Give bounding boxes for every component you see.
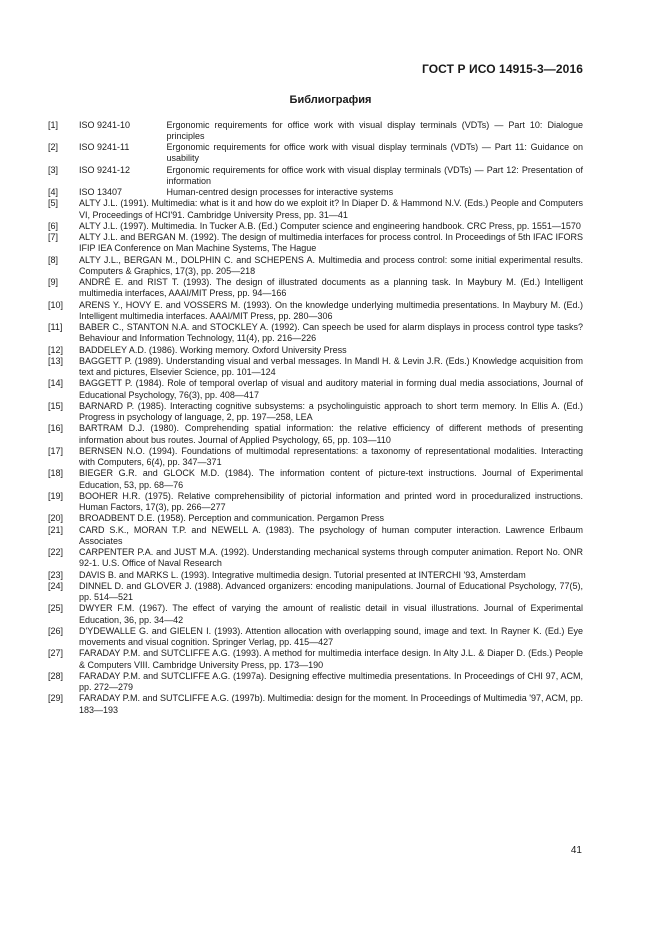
bibliography-entry xyxy=(48,423,583,446)
standard-code: ISO 9241-12 xyxy=(79,164,131,175)
entry-text: D'YDEWALLE G. and GIELEN I. (1993). Attention allocation with overlapping sound, image and text. In Rayner K. (Ed.) Eye movements and visual cognition. Springer Verlag, pp. 415—427 xyxy=(79,625,583,647)
entry-number: [13] xyxy=(48,355,64,366)
entry-text: ANDRÉ E. and RIST T. (1993). The design of illustrated documents as a planning task. In Maybury M. (Ed.) Intelligent multimedia interfaces, AAAI/MIT Press, pp. 94—166 xyxy=(79,277,583,299)
page-number: 41 xyxy=(570,845,582,856)
entry-number: [7] xyxy=(48,232,59,242)
document-code: ГОСТ Р ИСО 14915-3—2016 xyxy=(421,62,583,76)
bibliography-entry xyxy=(48,322,583,345)
bibliography-entry xyxy=(48,693,583,716)
entry-text: ARENS Y., HOVY E. and VOSSERS M. (1993). On the knowledge underlying multimedia presentations. In Maybury M. (Ed.) Intelligent multimedia interfaces. AAAI/MIT Press, pp. 280—306 xyxy=(79,299,583,321)
bibliography-entry xyxy=(48,120,583,143)
entry-number: [11] xyxy=(48,322,63,332)
entry-text: FARADAY P.M. and SUTCLIFFE A.G. (1997a). Designing effective multimedia presentations. In Proceedings of CHI 97, ACM, pp. 272—279 xyxy=(79,670,583,692)
entry-number: [28] xyxy=(48,670,64,681)
bibliography-entry xyxy=(48,401,583,424)
entry-number: [1] xyxy=(48,119,59,130)
entry-number: [19] xyxy=(48,490,64,501)
bibliography-entry xyxy=(48,198,583,221)
entry-text: BROADBENT D.E. (1958). Perception and communication. Pergamon Press xyxy=(79,513,384,524)
bibliography-entry xyxy=(48,648,583,671)
entry-number: [22] xyxy=(48,547,64,557)
entry-number: [17] xyxy=(48,445,64,456)
entry-number: [29] xyxy=(48,693,64,704)
entry-text: DINNEL D. and GLOVER J. (1988). Advanced organizers: encoding manipulations. Journal of Educational Psychology, 77(5), pp. 514—521 xyxy=(79,580,583,602)
entry-text: Ergonomic requirements for office work with visual display terminals (VDTs) — Part 10: Dialogue principles xyxy=(166,119,583,141)
bibliography-entry xyxy=(48,187,583,198)
entry-number: [14] xyxy=(48,378,64,389)
entry-number: [24] xyxy=(48,580,64,591)
entry-number: [9] xyxy=(48,277,59,287)
entry-text: ALTY J.L., BERGAN M., DOLPHIN C. and SCHEPENS A. Multimedia and process control: some initial experimental results. Computers & Graphics, 17(3), pp. 205—218 xyxy=(79,254,583,276)
entry-text: Human-centred design processes for interactive systems xyxy=(166,187,394,197)
bibliography-entry xyxy=(48,378,583,401)
entry-number: [27] xyxy=(48,648,64,659)
bibliography-entry xyxy=(48,255,583,278)
entry-text: ALTY J.L. (1997). Multimedia. In Tucker A.B. (Ed.) Computer science and engineering handbook. CRC Press, pp. 1551—1570 xyxy=(79,220,581,231)
entry-number: [12] xyxy=(48,344,64,355)
bibliography-entry xyxy=(48,570,583,581)
entry-number: [8] xyxy=(48,254,59,265)
entry-text: BERNSEN N.O. (1994). Foundations of multimodal representations: a taxonomy of representational modalities. Interacting with Computers, 6(4), pp. 347—371 xyxy=(79,445,583,467)
bibliography-entry xyxy=(48,300,583,323)
bibliography-entry xyxy=(48,513,583,524)
entry-text: BARNARD P. (1985). Interacting cognitive subsystems: a psycholinguistic approach to short term memory. In Ellis A. (Ed.) Progress in psychology of language, 2, pp. 197—258, LEA xyxy=(79,400,583,422)
bibliography-entry xyxy=(48,547,583,570)
bibliography-entry xyxy=(48,491,583,514)
bibliography-list xyxy=(48,120,583,716)
entry-text: BABER C., STANTON N.A. and STOCKLEY A. (1992). Can speech be used for alarm displays in process control type tasks? Behaviour and Information Technology, 11(4), pp. 216—226 xyxy=(79,322,583,344)
bibliography-entry xyxy=(48,626,583,649)
entry-text: BARTRAM D.J. (1980). Comprehending spatial information: the relative efficiency of different methods of presenting information about bus routes. Journal of Applied Psychology, 65, pp. 103—110 xyxy=(79,423,583,445)
entry-text: DWYER F.M. (1967). The effect of varying the amount of realistic detail in visual illustrations. Journal of Experimental Education, 36, pp. 34—42 xyxy=(79,603,583,625)
bibliography-entry xyxy=(48,232,583,255)
entry-number: [26] xyxy=(48,625,64,636)
bibliography-entry xyxy=(48,468,583,491)
entry-text: FARADAY P.M. and SUTCLIFFE A.G. (1993). A method for multimedia interface design. In Alty J.L. & Diaper D. (Eds.) People & Computers VIII. Cambridge University Press, pp. 173—190 xyxy=(79,648,583,670)
standard-code: ISO 9241-11 xyxy=(79,142,130,152)
entry-text: ALTY J.L. and BERGAN M. (1992). The design of multimedia interfaces for process control. In Proceedings of 5th IFAC IFORS IFIP IEA Conference on Man Machine Systems, The Hague xyxy=(79,232,583,254)
entry-text: BOOHER H.R. (1975). Relative comprehensibility of pictorial information and printed word in proceduralized instructions. Human Factors, 17(3), pp. 266—277 xyxy=(79,490,583,512)
entry-text: Ergonomic requirements for office work with visual display terminals (VDTs) — Part 11: Guidance on usability xyxy=(166,142,583,164)
entry-number: [6] xyxy=(48,220,59,231)
entry-text: CARPENTER P.A. and JUST M.A. (1992). Understanding mechanical systems through computer animation. Report No. ONR 92-1. U.S. Office of Naval Research xyxy=(79,547,583,569)
entry-number: [16] xyxy=(48,423,64,434)
bibliography-entry xyxy=(48,671,583,694)
bibliography-entry xyxy=(48,165,583,188)
entry-number: [10] xyxy=(48,299,64,310)
bibliography-entry xyxy=(48,277,583,300)
entry-text: BADDELEY A.D. (1986). Working memory. Oxford University Press xyxy=(79,344,347,355)
bibliography-entry xyxy=(48,581,583,604)
bibliography-entry xyxy=(48,356,583,379)
entry-number: [15] xyxy=(48,400,64,411)
entry-number: [5] xyxy=(48,198,59,209)
entry-text: BAGGETT P. (1989). Understanding visual and verbal messages. In Mandl H. & Levin J.R. (Eds.) Knowledge acquisition from text and pictures, Elsevier Science, pp. 101—124 xyxy=(79,355,583,377)
entry-number: [21] xyxy=(48,524,64,535)
bibliography-entry xyxy=(48,345,583,356)
standard-code: ISO 13407 xyxy=(79,187,123,197)
entry-number: [23] xyxy=(48,569,64,580)
entry-number: [3] xyxy=(48,164,59,175)
bibliography-entry xyxy=(48,142,583,165)
bibliography-entry xyxy=(48,603,583,626)
entry-text: BIEGER G.R. and GLOCK M.D. (1984). The information content of picture-text instructions. Journal of Experimental Education, 53, pp. 68—76 xyxy=(79,468,583,490)
bibliography-title: Библиография xyxy=(289,94,372,106)
bibliography-entry xyxy=(48,525,583,548)
entry-number: [20] xyxy=(48,513,64,524)
entry-text: BAGGETT P. (1984). Role of temporal overlap of visual and auditory material in forming dual media associations, Journal of Educational Psychology, 76(3), pp. 408—417 xyxy=(79,378,583,400)
bibliography-entry xyxy=(48,221,583,232)
entry-number: [18] xyxy=(48,468,64,479)
standard-code: ISO 9241-10 xyxy=(79,119,131,130)
bibliography-entry xyxy=(48,446,583,469)
entry-number: [2] xyxy=(48,142,59,152)
entry-text: Ergonomic requirements for office work with visual display terminals (VDTs) — Part 12: Presentation of information xyxy=(166,164,583,186)
entry-text: FARADAY P.M. and SUTCLIFFE A.G. (1997b). Multimedia: design for the moment. In Proceedings of Multimedia '97, ACM, pp. 183—193 xyxy=(79,693,583,715)
entry-number: [4] xyxy=(48,187,59,197)
entry-number: [25] xyxy=(48,603,64,614)
entry-text: CARD S.K., MORAN T.P. and NEWELL A. (1983). The psychology of human computer interaction. Lawrence Erlbaum Associates xyxy=(79,524,583,546)
entry-text: ALTY J.L. (1991). Multimedia: what is it and how do we exploit it? In Diaper D. & Hammond N.V. (Eds.) People and Computers VI, Proceedings of HCI'91. Cambridge University Press, pp. 31—41 xyxy=(79,198,583,220)
entry-text: DAVIS B. and MARKS L. (1993). Integrative multimedia design. Tutorial presented at INTERCHI '93, Amsterdam xyxy=(79,569,526,580)
